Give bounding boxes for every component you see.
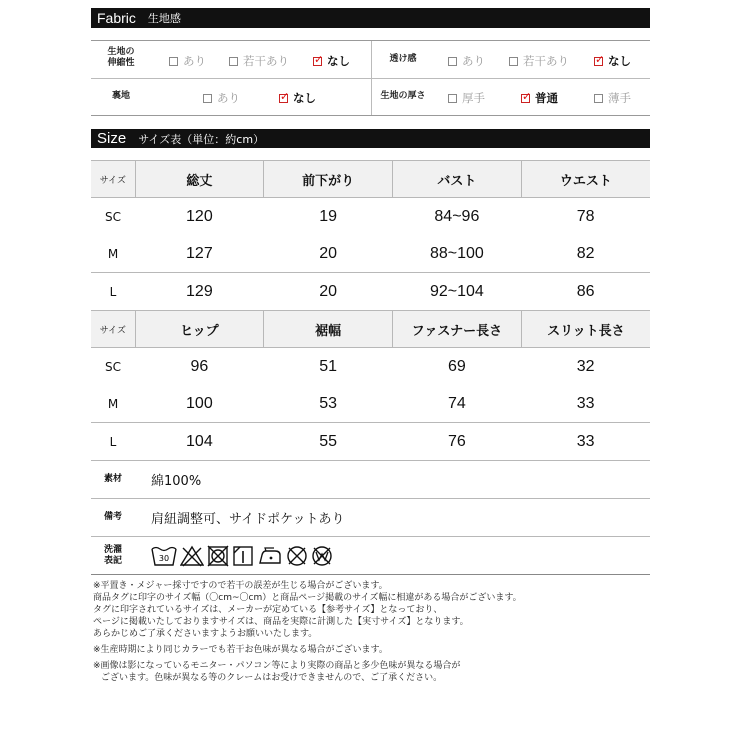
size-value-cell: 84~96	[434, 207, 480, 225]
fabric-grid	[91, 40, 650, 116]
checked-box-icon[interactable]	[594, 57, 603, 66]
size-header-cell: 裾幅	[264, 311, 393, 348]
size-value-cell: 76	[393, 423, 522, 461]
table-row	[91, 423, 650, 461]
unchecked-box-icon[interactable]	[203, 94, 212, 103]
wash-temp-text: 30	[158, 553, 170, 563]
fabric-option-label: 若干あり	[243, 54, 289, 68]
fabric-heading-bar	[91, 8, 650, 28]
fabric-option[interactable]	[313, 53, 350, 69]
size-value-cell: 74	[393, 385, 522, 423]
size-value-cell: 32	[576, 357, 595, 375]
size-label-cell: M	[91, 385, 135, 423]
size-value-cell: 20	[264, 273, 393, 311]
fabric-option[interactable]	[169, 53, 206, 69]
fabric-option-label: あり	[183, 54, 206, 68]
note-line: ページに掲載いたしておりますサイズは、商品を実際に計測した【実寸サイズ】となります。	[93, 617, 469, 627]
care-label: 洗濯 表記	[103, 544, 122, 566]
care-symbols	[151, 545, 333, 567]
hand-wash-30-icon	[151, 545, 177, 567]
fabric-option-label: 普通	[535, 91, 558, 105]
no-tumble-dry-icon	[207, 545, 229, 567]
unchecked-box-icon[interactable]	[594, 94, 603, 103]
size-label-cell: M	[91, 235, 135, 273]
note-line: ※生産時期により同じカラーでも若干お色味が異なる場合がございます。	[93, 645, 388, 655]
line-dry-shade-icon	[232, 545, 254, 567]
size-value-cell: 33	[521, 385, 650, 423]
size-header-cell: 総丈	[135, 161, 264, 198]
size-value-cell: 129	[135, 273, 264, 311]
checked-box-icon[interactable]	[521, 94, 530, 103]
material-label: 素材	[103, 474, 122, 484]
size-label-cell: SC	[91, 198, 135, 236]
size-label-cell: L	[91, 423, 135, 461]
size-header-cell: 前下がり	[264, 161, 393, 198]
remarks-value: 肩紐調整可、サイドポケットあり	[151, 512, 345, 527]
note-line: ございます。色味が異なる等のクレームはお受けできませんので、ご了承ください。	[101, 673, 443, 683]
fabric-option-label: なし	[293, 91, 316, 105]
table-row	[91, 385, 650, 423]
fabric-option[interactable]	[279, 90, 316, 106]
table-row	[91, 273, 650, 311]
fabric-option[interactable]	[509, 53, 569, 69]
size-value-cell: 82	[521, 235, 650, 273]
fabric-option-label: 薄手	[608, 91, 631, 105]
size-header-cell: ヒップ	[135, 311, 264, 348]
note-line: ※平置き・メジャー採寸ですので若干の誤差が生じる場合がございます。	[93, 581, 388, 591]
fabric-row1-right-label: 生地の厚さ	[380, 91, 426, 101]
size-value-cell: 53	[264, 385, 393, 423]
fabric-option[interactable]	[448, 53, 485, 69]
table-row	[91, 198, 650, 236]
material-row	[91, 461, 650, 499]
fabric-row1-left-label: 裏地	[111, 91, 130, 101]
size-value-cell: 55	[264, 423, 393, 461]
unchecked-box-icon[interactable]	[509, 57, 518, 66]
material-value: 綿100%	[151, 474, 202, 489]
size-value-cell: 92~104	[393, 273, 522, 311]
size-value-cell: 51	[319, 357, 338, 375]
note-line: ※画像は影になっているモニター・パソコン等により実際の商品と多少色味が異なる場合が	[93, 661, 461, 671]
no-dry-clean-icon	[286, 545, 308, 567]
size-header-cell: バスト	[393, 161, 522, 198]
fabric-option-label: あり	[462, 54, 485, 68]
fabric-option-label: あり	[217, 91, 240, 105]
size-value-cell: 120	[186, 207, 213, 225]
size-header-cell: ファスナー長さ	[393, 311, 522, 348]
fabric-option-label: 若干あり	[523, 54, 569, 68]
size-value-cell: 19	[319, 207, 338, 225]
remarks-label: 備考	[103, 512, 122, 522]
fabric-option[interactable]	[448, 90, 485, 106]
checked-box-icon[interactable]	[313, 57, 322, 66]
remarks-row	[91, 499, 650, 537]
fabric-option-label: 厚手	[462, 91, 485, 105]
unchecked-box-icon[interactable]	[448, 57, 457, 66]
fabric-option[interactable]	[594, 53, 631, 69]
note-line: 商品タグに印字のサイズ幅（〇cm~〇cm）と商品ページ掲載のサイズ幅に相違がある場合がございます。	[93, 593, 522, 603]
notes-block	[93, 580, 653, 684]
size-value-cell: 104	[135, 423, 264, 461]
fabric-option[interactable]	[229, 53, 289, 69]
size-value-cell: 86	[521, 273, 650, 311]
table-row	[91, 348, 650, 386]
size-value-cell: 20	[264, 235, 393, 273]
size-value-cell: 100	[135, 385, 264, 423]
size-value-cell: 96	[190, 357, 209, 375]
size-value-cell: 33	[521, 423, 650, 461]
size-heading-bar	[91, 129, 650, 148]
fabric-option[interactable]	[203, 90, 240, 106]
size-value-cell: 127	[135, 235, 264, 273]
unchecked-box-icon[interactable]	[169, 57, 178, 66]
checked-box-icon[interactable]	[279, 94, 288, 103]
table-row	[91, 235, 650, 273]
fabric-option[interactable]	[521, 90, 558, 106]
no-bleach-icon	[180, 545, 204, 567]
fabric-heading-en: Fabric	[97, 10, 136, 26]
note-line: あらかじめご了承くださいますようお願いいたします。	[93, 629, 318, 639]
size-value-cell: 88~100	[393, 235, 522, 273]
size-header-cell: スリット長さ	[521, 311, 650, 348]
size-heading-jp: サイズ表（単位：約cm）	[138, 132, 265, 146]
fabric-row0-right-label: 透け感	[389, 54, 417, 64]
fabric-heading-jp: 生地感	[147, 12, 181, 25]
fabric-option-label: なし	[608, 54, 631, 68]
size-label-cell: L	[91, 273, 135, 311]
size-header-cell: ウエスト	[521, 161, 650, 198]
fabric-option[interactable]	[594, 90, 631, 106]
size-value-cell: 69	[447, 357, 466, 375]
size-label-cell: SC	[91, 348, 135, 386]
note-line: タグに印字されているサイズは、メーカーが定めている【参考サイズ】となっており、	[93, 605, 443, 615]
no-wet-clean-icon	[311, 545, 333, 567]
unchecked-box-icon[interactable]	[229, 57, 238, 66]
fabric-row0-left-label: 生地の 伸縮性	[107, 47, 135, 68]
fabric-option-label: なし	[327, 54, 350, 68]
care-row	[91, 537, 650, 575]
iron-low-icon	[257, 545, 283, 567]
size-table	[91, 160, 650, 461]
unchecked-box-icon[interactable]	[448, 94, 457, 103]
size-header-cell: サイズ	[91, 161, 135, 198]
size-header-cell: サイズ	[91, 311, 135, 348]
size-value-cell: 78	[576, 207, 595, 225]
size-heading-en: Size	[97, 130, 127, 147]
